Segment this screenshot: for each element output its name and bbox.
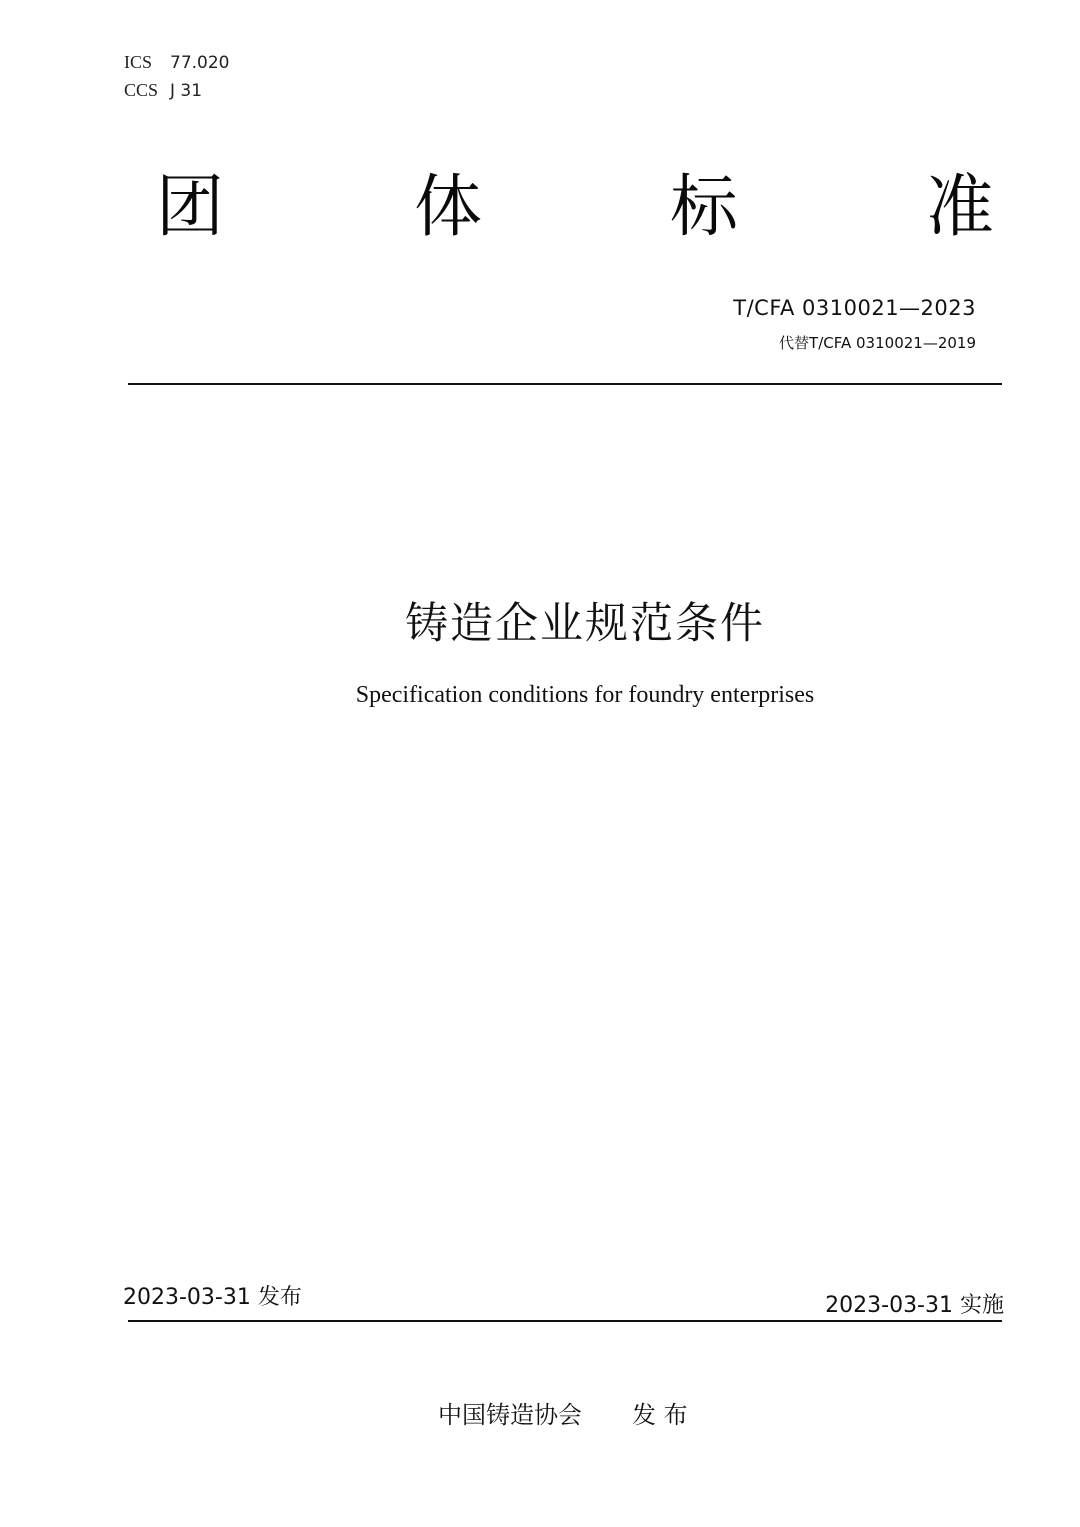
implement-date: 2023-03-31 实施 <box>825 1293 1004 1318</box>
ics-value: 77.020 <box>170 53 230 73</box>
bottom-divider <box>128 1320 1002 1322</box>
ics-label: ICS <box>124 52 153 72</box>
header-char-1: 团 <box>155 168 224 247</box>
ccs-value: J 31 <box>170 81 203 101</box>
publisher-action: 发 布 <box>632 1401 688 1429</box>
ics-code <box>124 52 229 73</box>
header-char-3: 标 <box>669 168 738 247</box>
publisher-name: 中国铸造协会 <box>438 1401 582 1429</box>
title-english: Specification conditions for foundry enterprises <box>355 682 815 708</box>
publish-date: 2023-03-31 发布 <box>123 1285 302 1310</box>
publisher-line <box>438 1395 688 1430</box>
standard-number: T/CFA 0310021—2023 <box>733 296 976 320</box>
ccs-label: CCS <box>124 80 159 100</box>
standard-replaces: 代替T/CFA 0310021—2019 <box>779 334 976 352</box>
header-char-4: 准 <box>925 168 994 247</box>
title-chinese: 铸造企业规范条件 <box>405 599 765 649</box>
header-char-2: 体 <box>413 168 482 247</box>
top-divider <box>128 383 1002 385</box>
ccs-code <box>124 80 202 101</box>
